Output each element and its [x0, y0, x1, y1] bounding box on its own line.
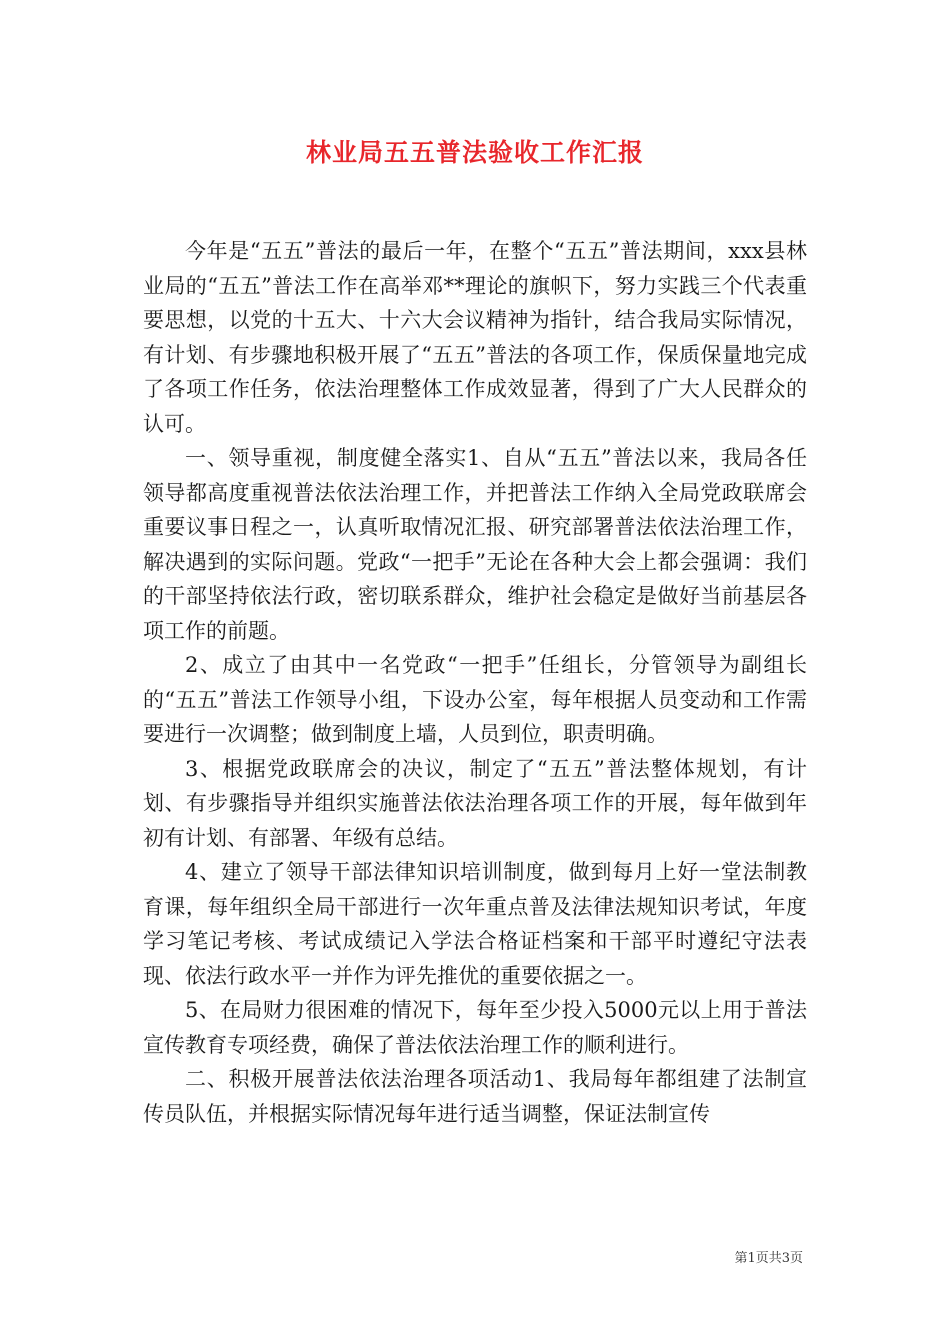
paragraph-item-2: 2、成立了由其中一名党政“一把手”任组长，分管领导为副组长的“五五”普法工作领导小组，下设办公室，每年根据人员变动和工作需要进行一次调整；做到制度上墙，人员到位，职责明确。: [143, 653, 807, 746]
page-number: 第1页共3页: [734, 1251, 803, 1266]
paragraph-item-4: 4、建立了领导干部法律知识培训制度，做到每月上好一堂法制教育课，每年组织全局干部进行一次年重点普及法律法规知识考试，年度学习笔记考核、考试成绩记入学法合格证档案和干部平时遵纪守法表现、依法行政水平一并作为评先推优的重要依据之一。: [143, 860, 807, 988]
paragraph-item-5: 5、在局财力很困难的情况下，每年至少投入5000元以上用于普法宣传教育专项经费，确保了普法依法治理工作的顺利进行。: [143, 998, 807, 1057]
paragraph-section-1: 一、领导重视，制度健全落实1、自从“五五”普法以来，我局各任领导都高度重视普法依法治理工作，并把普法工作纳入全局党政联席会重要议事日程之一，认真听取情况汇报、研究部署普法依法治理工作，解决遇到的实际问题。党政“一把手”无论在各种大会上都会强调：我们的干部坚持依法行政，密切联系群众，维护社会稳定是做好当前基层各项工作的前题。: [143, 446, 807, 643]
paragraph-item-3: 3、根据党政联席会的决议，制定了“五五”普法整体规划，有计划、有步骤指导并组织实施普法依法治理各项工作的开展，每年做到年初有计划、有部署、年级有总结。: [143, 756, 807, 850]
document-title: 林业局五五普法验收工作汇报: [305, 138, 644, 167]
paragraph-intro: 今年是“五五”普法的最后一年，在整个“五五”普法期间，xxx县林业局的“五五”普法工作在高举邓**理论的旗帜下，努力实践三个代表重要思想，以党的十五大、十六大会议精神为指针，结合我局实际情况，有计划、有步骤地积极开展了“五五”普法的各项工作，保质保量地完成了各项工作任务，依法治理整体工作成效显著，得到了广大人民群众的认可。: [143, 239, 807, 436]
paragraph-section-2: 二、积极开展普法依法治理各项活动1、我局每年都组建了法制宣传员队伍，并根据实际情况每年进行适当调整，保证法制宣传: [143, 1067, 807, 1126]
document-body: [143, 234, 807, 1131]
